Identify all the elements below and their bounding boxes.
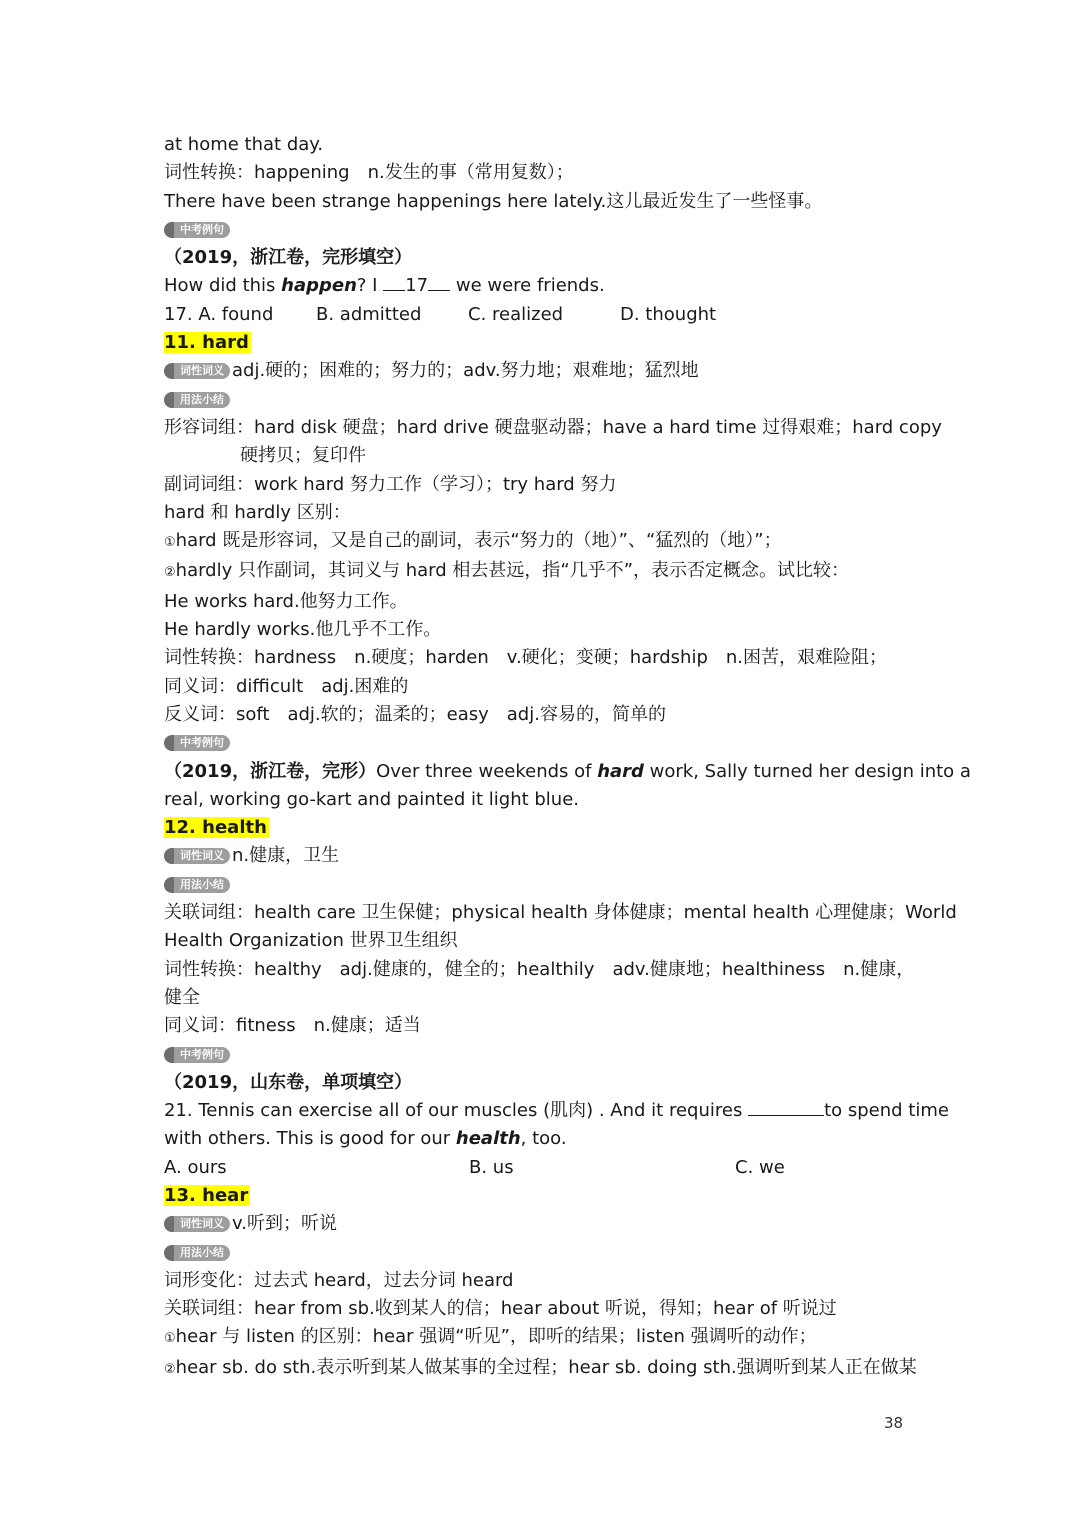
text-line: 词性转换：hardness n.硬度；harden v.硬化；变硬；hardship n.困苦，艰难险阻； <box>164 647 888 669</box>
page-content <box>164 131 971 1384</box>
pos-meaning-badge: 词性词义 <box>166 1216 230 1232</box>
pos-meaning-badge: 词性词义 <box>166 848 230 864</box>
badge-row <box>164 1239 920 1267</box>
text-line: 同义词：difficult adj.困难的 <box>164 675 409 697</box>
badge-row <box>164 386 920 414</box>
text-line: ①hear 与 listen 的区别：hear 强调“听见”，即听的结果；listen 强调听的动作； <box>164 1326 817 1348</box>
exam-source: （2019，山东卷，单项填空） <box>164 1071 413 1093</box>
exam-example-badge: 中考例句 <box>166 222 230 238</box>
text-line: with others. This is good for our health, too. <box>164 1128 567 1150</box>
exam-source: （2019，浙江卷，完形填空） <box>164 247 413 269</box>
option: B. admitted <box>316 303 422 325</box>
text-line: 关联词组：hear from sb.收到某人的信；hear about 听说，得知；hear of 听说过 <box>164 1298 837 1320</box>
text-line: ②hardly 只作副词，其词义与 hard 相去甚远，指“几乎不”，表示否定概念。试比较： <box>164 560 850 582</box>
text-line: 形容词组：hard disk 硬盘；hard drive 硬盘驱动器；have a hard time 过得艰难；hard copy <box>164 416 942 438</box>
entry-heading: 11. hard <box>164 332 249 354</box>
text-line: real, working go-kart and painted it light blue. <box>164 788 580 810</box>
text-line: hard 和 hardly 区别： <box>164 501 351 523</box>
text-line: How did this happen? I 17 we were friends. <box>164 275 605 297</box>
usage-badge: 用法小结 <box>166 877 230 893</box>
pos-meaning-badge: 词性词义 <box>166 363 230 379</box>
exam-example-badge: 中考例句 <box>166 735 230 751</box>
usage-badge: 用法小结 <box>166 1245 230 1261</box>
badge-row <box>164 1041 920 1069</box>
text-line: at home that day. <box>164 134 324 155</box>
text-line: 词性词义 adj.硬的；困难的；努力的；adv.努力地；艰难地；猛烈地 <box>164 357 920 385</box>
text-line: 副词词组：work hard 努力工作（学习）；try hard 努力 <box>164 473 617 495</box>
exam-example-badge: 中考例句 <box>166 1047 230 1063</box>
entry-heading: 13. hear <box>164 1184 249 1206</box>
text-line: 硬拷贝；复印件 <box>240 445 366 467</box>
options-row <box>164 1154 920 1182</box>
text-line: 同义词：fitness n.健康；适当 <box>164 1015 421 1037</box>
text-line: Health Organization 世界卫生组织 <box>164 930 458 952</box>
text-line: ①hard 既是形容词，又是自己的副词，表示“努力的（地）”、“猛烈的（地）”； <box>164 530 782 552</box>
text-line: There have been strange happenings here lately.这儿最近发生了一些怪事。 <box>164 190 823 212</box>
text-line: 关联词组：health care 卫生保健；physical health 身体健康；mental health 心理健康；World <box>164 902 957 924</box>
text-line: 健全 <box>164 986 200 1008</box>
badge-row <box>164 216 920 244</box>
text-line: He hardly works.他几乎不工作。 <box>164 619 442 641</box>
option: C. we <box>735 1156 785 1178</box>
entry-heading: 12. health <box>164 817 267 839</box>
text-line: （2019，浙江卷，完形）Over three weekends of hard work, Sally turned her design into a <box>164 760 971 782</box>
option: B. us <box>469 1156 514 1178</box>
text-line: 词性词义 n.健康，卫生 <box>164 842 920 870</box>
badge-row <box>164 871 920 899</box>
option: C. realized <box>468 303 564 325</box>
page-number: 38 <box>884 1414 904 1432</box>
options-row <box>164 301 920 329</box>
option: 17. A. found <box>164 303 274 325</box>
text-line: 词性转换：healthy adj.健康的，健全的；healthily adv.健康地；healthiness n.健康， <box>164 958 915 980</box>
usage-badge: 用法小结 <box>166 392 230 408</box>
text-line: 词性转换：happening n.发生的事（常用复数）； <box>164 162 574 184</box>
option: D. thought <box>620 303 717 325</box>
option: A. ours <box>164 1156 227 1178</box>
text-line: 反义词：soft adj.软的；温柔的；easy adj.容易的，简单的 <box>164 703 666 725</box>
text-line: He works hard.他努力工作。 <box>164 590 408 612</box>
text-line: ②hear sb. do sth.表示听到某人做某事的全过程；hear sb. doing sth.强调听到某人正在做某 <box>164 1356 917 1378</box>
badge-row <box>164 729 920 757</box>
text-line: 词形变化：过去式 heard，过去分词 heard <box>164 1269 514 1291</box>
text-line: 21. Tennis can exercise all of our muscles (肌肉) . And it requires to spend time <box>164 1100 949 1122</box>
text-line: 词性词义 v.听到；听说 <box>164 1210 920 1238</box>
